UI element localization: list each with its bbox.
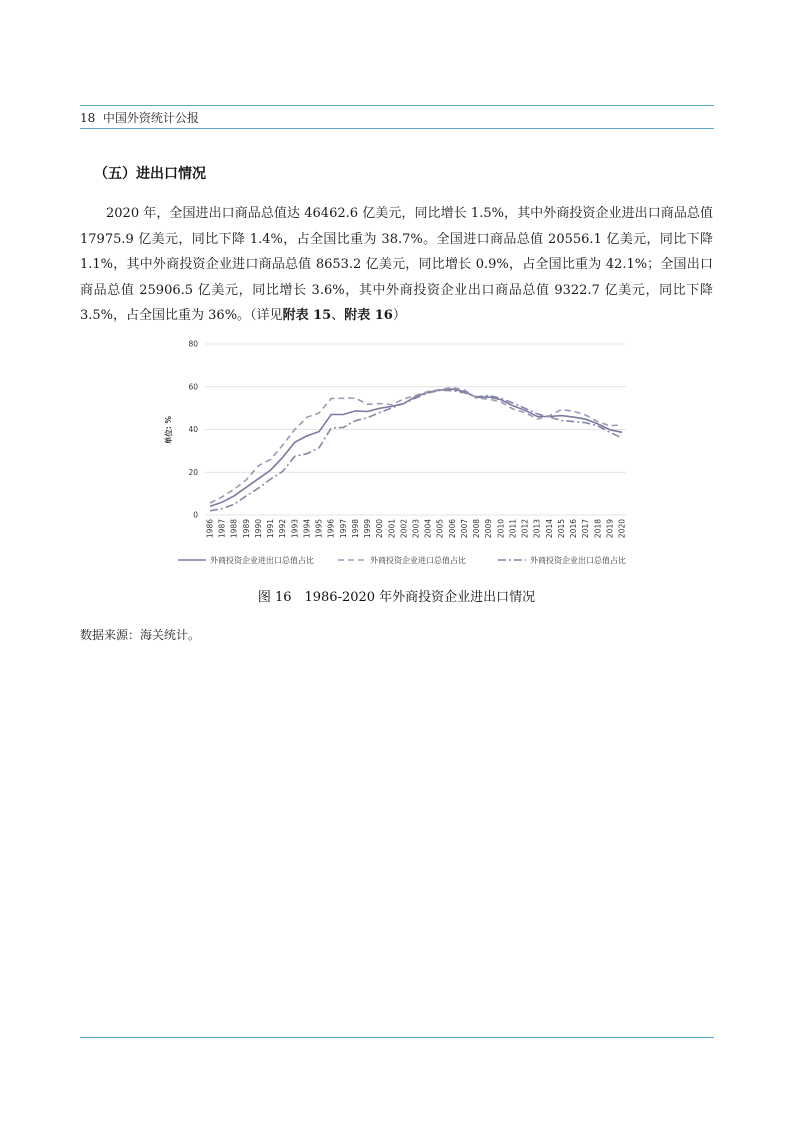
legend-label-1: 外商投资企业进出口总值占比 (210, 556, 314, 565)
x-tick-label: 1999 (363, 519, 373, 539)
section-title: （五）进出口情况 (94, 166, 206, 182)
x-tick-label: 1991 (266, 519, 276, 539)
x-tick-label: 2003 (411, 519, 421, 539)
footer-rule (80, 1037, 714, 1038)
series-layer (210, 387, 622, 511)
x-tick-label: 1994 (302, 519, 312, 539)
y-tick-label: 60 (188, 382, 198, 392)
y-tick-label: 20 (188, 467, 198, 477)
x-tick-label: 2006 (447, 519, 457, 539)
header-rule-top (80, 105, 714, 106)
series-line-2 (210, 387, 622, 503)
x-tick-label: 2011 (508, 519, 518, 539)
page-header (80, 111, 199, 125)
x-tick-label: 2019 (605, 519, 615, 539)
y-tick-label: 80 (188, 339, 198, 349)
x-tick-label: 2014 (544, 519, 554, 539)
legend-label-2: 外商投资企业进口总值占比 (370, 556, 466, 565)
body-paragraph (80, 201, 713, 329)
x-tick-label: 1997 (338, 519, 348, 539)
legend-label-3: 外商投资企业出口总值占比 (530, 556, 626, 565)
x-tick-label: 1995 (314, 519, 324, 539)
x-tick-label: 2012 (520, 519, 530, 539)
x-tick-label: 2004 (423, 519, 433, 539)
source-note: 数据来源：海关统计。 (80, 628, 201, 642)
x-tick-label: 1993 (290, 519, 300, 539)
x-tick-label: 1998 (350, 519, 360, 539)
x-tick-label: 2009 (484, 519, 494, 539)
y-axis-label: 单位: % (164, 415, 173, 445)
body-text-main: 2020 年，全国进出口商品总值达 46462.6 亿美元，同比增长 1.5%，其中外商投资企业进出口商品总值 17975.9 亿美元，同比下降 1.4%，占全国比重为 38.7%。全国进口商品总值 20556.1 亿美元，同比下降 1.1%，其中外商投资企业进口商品总值 8653.2 亿美元，同比增长 0.9%，占全国比重为 42.1%；全国出口商品总值 25906.5 亿美元，同比增长 3.6%，其中外商投资企业出口商品总值 9322.7 亿美元，同比下降 3.5%，占全国比重为 36%。（详见 (80, 206, 713, 323)
body-close-paren: ） (392, 308, 406, 323)
appendix-link-16[interactable]: 附表 16 (344, 308, 393, 323)
appendix-link-15[interactable]: 附表 15 (282, 308, 332, 323)
body-separator: 、 (331, 308, 345, 323)
legend (178, 555, 626, 565)
series-line-3 (210, 390, 622, 511)
x-tick-label: 2015 (556, 519, 566, 539)
figure-caption: 图 16 1986-2020 年外商投资企业进出口情况 (257, 590, 536, 605)
x-tick-label: 2002 (399, 519, 409, 539)
x-tick-label: 2018 (593, 519, 603, 539)
x-tick-label: 2020 (617, 519, 627, 539)
y-tick-label: 0 (193, 510, 198, 520)
x-tick-label: 2007 (459, 519, 469, 539)
x-tick-label: 1987 (217, 519, 227, 539)
x-tick-label: 2017 (581, 519, 591, 539)
y-tick-label: 40 (188, 425, 198, 434)
x-tick-label: 2000 (375, 519, 385, 539)
header-rule-bottom (80, 128, 714, 129)
page-number: 18 (80, 111, 96, 125)
x-tick-label: 1996 (326, 519, 336, 539)
publication-title: 中国外资统计公报 (102, 111, 199, 125)
x-tick-label: 1986 (205, 519, 215, 539)
x-tick-label: 2016 (569, 519, 579, 539)
series-line-1 (210, 389, 622, 506)
y-tick-labels (188, 340, 198, 520)
x-tick-label: 2013 (532, 519, 542, 539)
x-tick-label: 2008 (472, 519, 482, 539)
x-tick-labels (206, 519, 627, 538)
x-tick-label: 1988 (229, 519, 239, 539)
x-tick-label: 1990 (253, 519, 263, 539)
x-tick-label: 1992 (278, 519, 288, 539)
x-tick-label: 1989 (241, 519, 251, 539)
grid-layer (205, 344, 626, 515)
x-tick-label: 2001 (387, 519, 397, 539)
x-tick-label: 2010 (496, 519, 506, 539)
x-tick-label: 2005 (435, 519, 445, 539)
line-chart (160, 334, 640, 574)
